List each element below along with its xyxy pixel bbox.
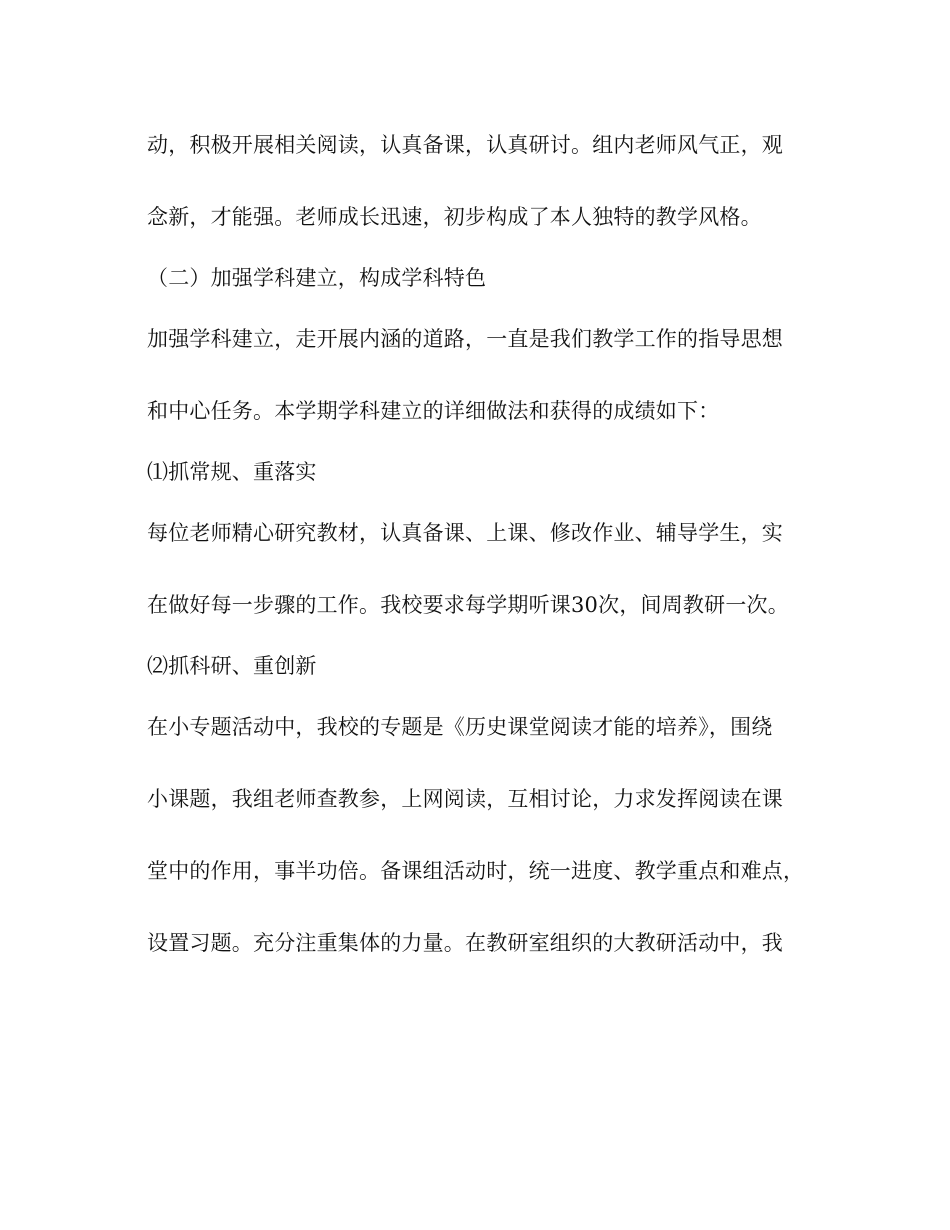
paragraph-line: 在小专题活动中，我校的专题是《历史课堂阅读才能的培养》，围绕 bbox=[147, 715, 773, 739]
paragraph-line: 和中心任务。本学期学科建立的详细做法和获得的成绩如下： bbox=[147, 399, 720, 423]
section-heading: （二）加强学科建立，构成学科特色 bbox=[147, 266, 487, 290]
subsection-heading: ⑴抓常规、重落实 bbox=[147, 460, 317, 484]
paragraph-line: 设置习题。充分注重集体的力量。在教研室组织的大教研活动中，我 bbox=[147, 931, 783, 955]
subsection-heading: ⑵抓科研、重创新 bbox=[147, 654, 317, 678]
paragraph-line: 动，积极开展相关阅读，认真备课，认真研讨。组内老师风气正，观 bbox=[147, 133, 783, 157]
paragraph-line: 加强学科建立，走开展内涵的道路，一直是我们教学工作的指导思想 bbox=[147, 327, 783, 351]
paragraph-line: 小课题，我组老师查教参，上网阅读，互相讨论，力求发挥阅读在课 bbox=[147, 787, 783, 811]
paragraph-line: 每位老师精心研究教材，认真备课、上课、修改作业、辅导学生，实 bbox=[147, 521, 783, 545]
paragraph-line: 堂中的作用，事半功倍。备课组活动时，统一进度、教学重点和难点， bbox=[147, 859, 805, 883]
paragraph-line: 念新，才能强。老师成长迅速，初步构成了本人独特的教学风格。 bbox=[147, 205, 762, 229]
paragraph-line: 在做好每一步骤的工作。我校要求每学期听课30次，间周教研一次。 bbox=[147, 593, 789, 617]
